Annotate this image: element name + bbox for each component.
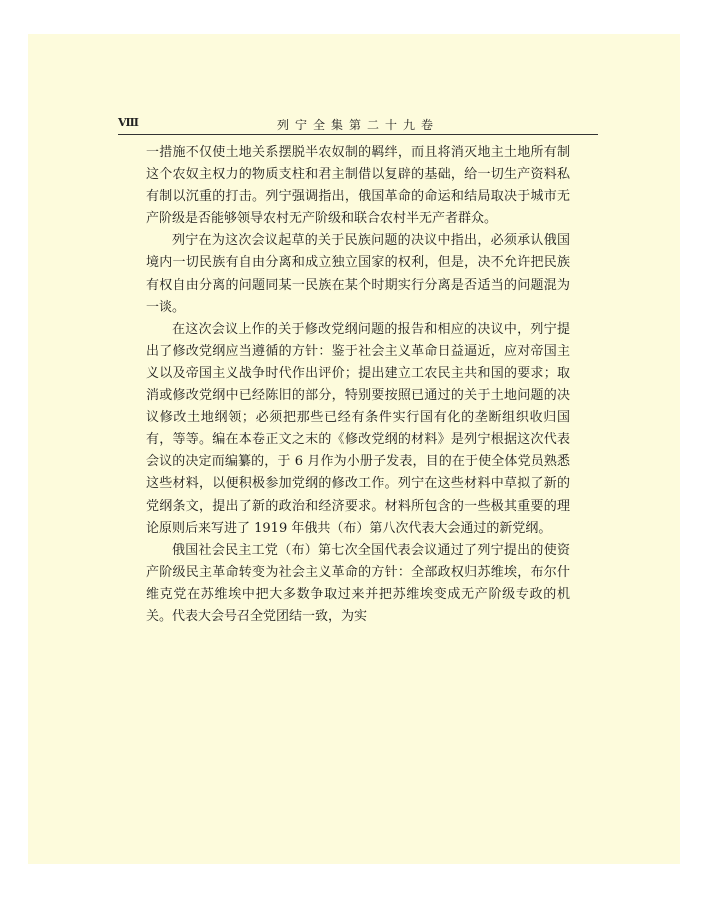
paragraph: 俄国社会民主工党（布）第七次全国代表会议通过了列宁提出的使资产阶级民主革命转变为社会主义革命的方针：全部政权归苏维埃，布尔什维克党在苏维埃中把大多数争取过来并把苏维埃变成无产阶级专政的机关。代表大会号召全党团结一致，为实 (146, 542, 570, 624)
paragraph: 列宁在为这次会议起草的关于民族问题的决议中指出，必须承认俄国境内一切民族有自由分离和成立独立国家的权利，但是，决不允许把民族有权自由分离的问题同某一民族在某个时期实行分离是否适当的问题混为一谈。 (146, 233, 570, 315)
running-title: 列宁全集第二十九卷 (276, 118, 439, 132)
page-number: Ⅷ (118, 116, 139, 129)
running-header (118, 114, 598, 134)
paragraph: 在这次会议上作的关于修改党纲问题的报告和相应的决议中，列宁提出了修改党纲应当遵循的方针：鉴于社会主义革命日益逼近，应对帝国主义以及帝国主义战争时代作出评价；提出建立工农民主共和国的要求；取消或修改党纲中已经陈旧的部分，特别要按照已通过的关于土地问题的决议修改土地纲领；必须把那些已经有条件实行国有化的垄断组织收归国有，等等。编在本卷正文之末的《修改党纲的材料》是列宁根据这次代表会议的决定而编纂的，于 6 月作为小册子发表，目的在于使全体党员熟悉这些材料，以便积极参加党纲的修改工作。列宁在这些材料中草拟了新的党纲条文，提出了新的政治和经济要求。材料所包含的一些极其重要的理论原则后来写进了 1919 年俄共（布）第八次代表大会通过的新党纲。 (146, 321, 570, 536)
body-text (146, 142, 570, 628)
paragraph: 一措施不仅使土地关系摆脱半农奴制的羁绊，而且将消灭地主土地所有制这个农奴主权力的物质支柱和君主制借以复辟的基础，给一切生产资料私有制以沉重的打击。列宁强调指出，俄国革命的命运和结局取决于城市无产阶级是否能够领导农村无产阶级和联合农村半无产者群众。 (146, 145, 570, 227)
header-rule (118, 134, 598, 135)
